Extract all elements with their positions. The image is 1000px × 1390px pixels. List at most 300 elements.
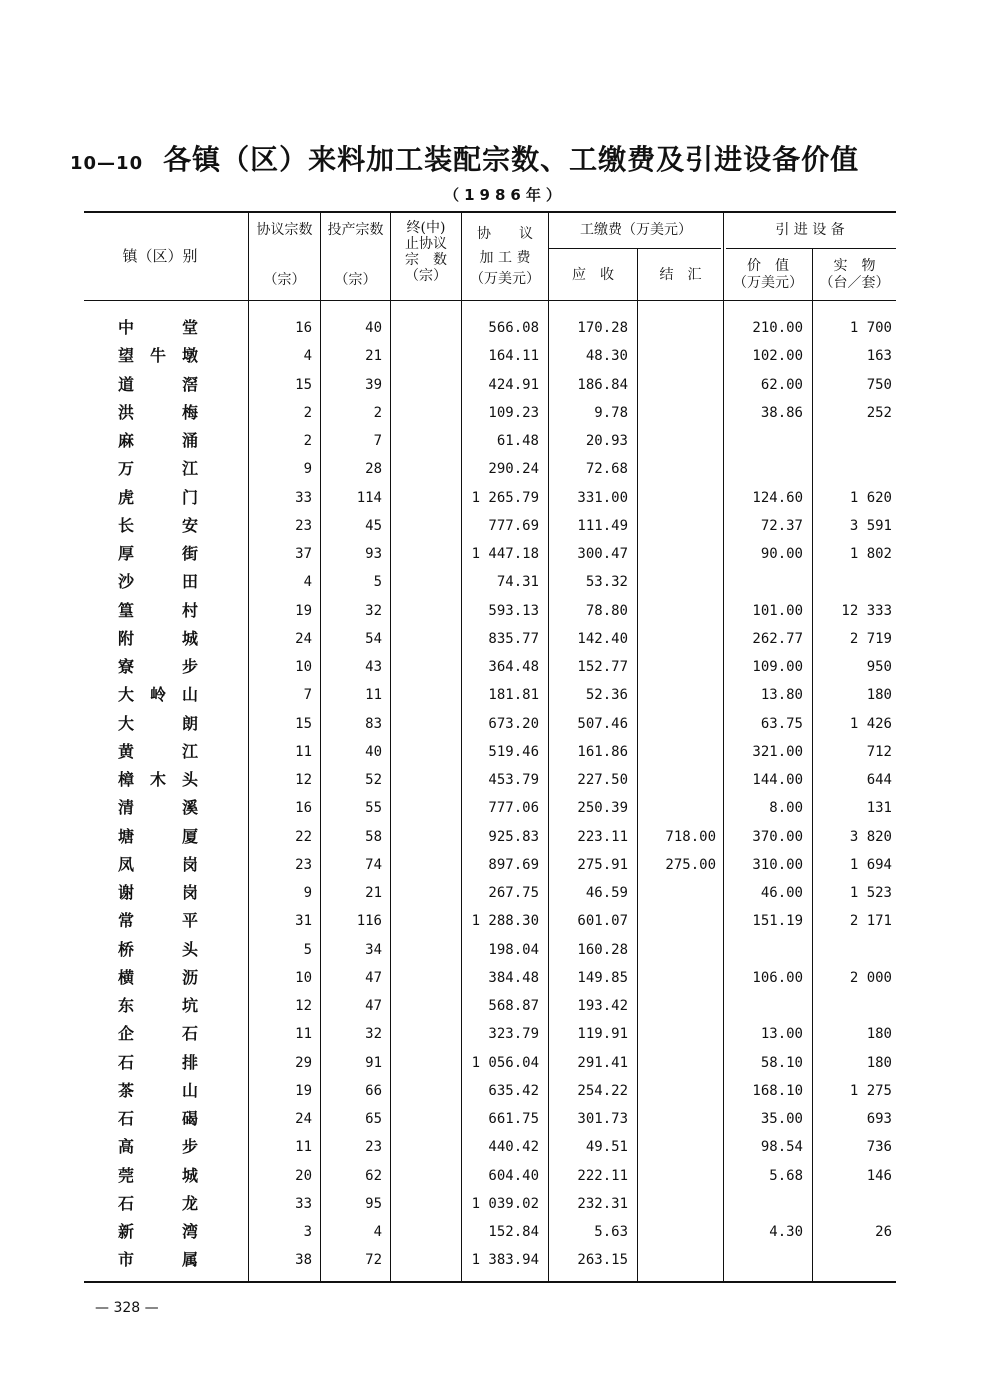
terminated-count	[392, 1222, 452, 1242]
header-value-l1: 价 值	[747, 258, 789, 274]
operating-count: 72	[365, 1252, 382, 1269]
terminated-count	[392, 459, 452, 479]
town-name: 清 溪	[118, 798, 199, 818]
fee-receivable: 9.78	[594, 404, 628, 421]
fee-remitted	[639, 318, 716, 338]
equipment-value: 370.00	[752, 828, 803, 845]
processing-fee: 1 056.04	[471, 1054, 539, 1071]
equipment-units: 1 426	[849, 715, 892, 732]
terminated-count	[392, 629, 452, 649]
fee-remitted	[639, 911, 716, 931]
operating-count: 28	[365, 461, 382, 478]
terminated-count	[392, 911, 452, 931]
operating-count: 40	[365, 320, 382, 336]
equipment-units: 2 000	[849, 969, 892, 986]
operating-count: 58	[365, 828, 382, 845]
equipment-value: 58.10	[760, 1054, 803, 1071]
fee-remitted	[639, 1081, 716, 1101]
equipment-units	[814, 459, 892, 479]
fee-receivable: 5.63	[594, 1224, 628, 1240]
processing-fee: 566.08	[488, 320, 539, 336]
town-name: 谢 岗	[118, 883, 199, 902]
table-row	[0, 484, 1000, 512]
table-row	[0, 992, 1000, 1020]
processing-fee: 364.48	[488, 659, 539, 675]
terminated-count	[392, 968, 452, 988]
equipment-units: 131	[866, 800, 892, 817]
equipment-value	[725, 431, 803, 451]
fee-receivable: 48.30	[585, 348, 628, 365]
agreed-count: 2	[303, 404, 312, 421]
terminated-count	[392, 1250, 452, 1270]
fee-remitted	[639, 1024, 716, 1044]
agreed-count: 22	[295, 828, 312, 845]
operating-count: 66	[365, 1082, 382, 1099]
fee-receivable: 222.11	[577, 1167, 628, 1184]
town-name: 石 碣	[118, 1109, 199, 1128]
terminated-count	[392, 657, 452, 677]
equipment-units: 252	[866, 404, 892, 421]
town-name: 桥 头	[118, 939, 199, 959]
table-row	[0, 936, 1000, 964]
header-operating-unit: （宗）	[334, 272, 377, 288]
operating-count: 4	[373, 1224, 382, 1240]
terminated-count	[392, 544, 452, 564]
equipment-value: 72.37	[760, 517, 803, 534]
town-name: 茶 山	[118, 1080, 199, 1100]
town-name: 中 堂	[118, 318, 199, 337]
processing-fee: 1 383.94	[471, 1252, 539, 1269]
operating-count: 5	[373, 574, 382, 591]
terminated-count	[392, 827, 452, 847]
fee-receivable: 49.51	[585, 1139, 628, 1156]
equipment-units: 950	[866, 659, 892, 675]
town-name: 横 沥	[118, 967, 199, 987]
equipment-value	[725, 940, 803, 960]
table-year: （1986年）	[444, 186, 566, 204]
fee-receivable: 52.36	[585, 687, 628, 704]
terminated-count	[392, 714, 452, 734]
equipment-units	[814, 1194, 892, 1214]
processing-fee: 673.20	[488, 715, 539, 732]
fee-remitted	[639, 940, 716, 960]
agreed-count: 11	[295, 1026, 312, 1043]
equipment-units	[814, 996, 892, 1016]
equipment-units: 693	[866, 1111, 892, 1127]
equipment-value: 38.86	[760, 404, 803, 421]
processing-fee: 897.69	[488, 856, 539, 873]
fee-receivable: 263.15	[577, 1252, 628, 1269]
terminated-count	[392, 431, 452, 451]
equipment-units: 180	[866, 1026, 892, 1043]
agreed-count: 38	[295, 1252, 312, 1269]
equipment-units: 644	[866, 772, 892, 788]
operating-count: 93	[365, 546, 382, 562]
town-name: 沙 田	[118, 572, 199, 592]
table-row	[0, 455, 1000, 483]
agreed-count: 24	[295, 1111, 312, 1127]
town-name: 麻 涌	[118, 431, 199, 450]
fee-remitted	[639, 601, 716, 621]
header-bottom-rule	[84, 300, 896, 301]
fee-remitted	[639, 996, 716, 1016]
equipment-units: 163	[866, 348, 892, 365]
header-terminated-unit: （宗）	[405, 268, 447, 284]
agreed-count: 7	[303, 687, 312, 704]
fee-remitted	[639, 516, 716, 536]
operating-count: 91	[365, 1054, 382, 1071]
header-terminated-l2: 止协议	[405, 236, 447, 252]
agreed-count: 4	[303, 348, 312, 365]
fee-receivable: 291.41	[577, 1054, 628, 1071]
equipment-units: 736	[866, 1139, 892, 1156]
agreed-count: 11	[295, 1139, 312, 1156]
operating-count: 95	[365, 1195, 382, 1212]
fee-remitted	[639, 346, 716, 366]
processing-fee: 635.42	[488, 1082, 539, 1099]
equipment-value: 124.60	[752, 489, 803, 506]
fee-remitted	[639, 1166, 716, 1186]
fee-receivable: 227.50	[577, 772, 628, 788]
table-row	[0, 399, 1000, 427]
equipment-units	[814, 1250, 892, 1270]
fee-receivable: 275.91	[577, 856, 628, 873]
equipment-units: 1 523	[849, 885, 892, 901]
processing-fee: 1 447.18	[471, 546, 539, 562]
fee-remitted	[639, 1222, 716, 1242]
header-town: 镇（区）别	[122, 247, 198, 265]
operating-count: 32	[365, 1026, 382, 1043]
equipment-value: 90.00	[760, 546, 803, 562]
equipment-units: 3 591	[849, 517, 892, 534]
fee-receivable: 301.73	[577, 1111, 628, 1127]
agreed-count: 24	[295, 630, 312, 647]
operating-count: 54	[365, 630, 382, 647]
town-name: 莞 城	[118, 1165, 199, 1185]
town-name: 塘 厦	[118, 826, 199, 846]
equipment-units	[814, 572, 892, 592]
operating-count: 32	[365, 602, 382, 619]
agreed-count: 10	[295, 969, 312, 986]
table-row	[0, 738, 1000, 766]
fee-remitted	[639, 1194, 716, 1214]
terminated-count	[392, 1081, 452, 1101]
table-row	[0, 427, 1000, 455]
table-row	[0, 653, 1000, 681]
table-row	[0, 597, 1000, 625]
page-number: — 328 —	[95, 1300, 159, 1316]
table-row	[0, 964, 1000, 992]
town-name: 常 平	[118, 911, 199, 931]
table-row	[0, 1049, 1000, 1077]
table-title-text: 各镇（区）来料加工装配宗数、工缴费及引进设备价值	[163, 143, 860, 176]
header-labor-fee: 工缴费（万美元）	[580, 222, 692, 238]
table-row	[0, 371, 1000, 399]
agreed-count: 16	[295, 800, 312, 817]
fee-remitted	[639, 1053, 716, 1073]
equipment-value: 106.00	[752, 969, 803, 986]
equipment-units: 1 700	[849, 320, 892, 336]
town-name: 万 江	[118, 459, 199, 479]
table-row	[0, 823, 1000, 851]
table-row	[0, 1020, 1000, 1048]
agreed-count: 9	[303, 461, 312, 478]
equipment-value: 98.54	[760, 1139, 803, 1156]
terminated-count	[392, 1166, 452, 1186]
equipment-value: 5.68	[769, 1167, 803, 1184]
fee-receivable: 20.93	[585, 433, 628, 449]
terminated-count	[392, 1109, 452, 1129]
header-operating-count: 投产宗数	[327, 222, 384, 238]
agreed-count: 20	[295, 1167, 312, 1184]
town-name: 长 安	[118, 515, 199, 535]
agreed-count: 5	[303, 941, 312, 958]
table-row	[0, 314, 1000, 342]
agreed-count: 3	[303, 1224, 312, 1240]
equipment-value: 144.00	[752, 772, 803, 788]
agreed-count: 11	[295, 743, 312, 760]
equipment-value: 210.00	[752, 320, 803, 336]
table-row	[0, 710, 1000, 738]
processing-fee: 519.46	[488, 743, 539, 760]
fee-remitted	[639, 403, 716, 423]
fee-remitted	[639, 685, 716, 705]
equipment-value: 168.10	[752, 1082, 803, 1099]
town-name: 凤 岗	[118, 854, 199, 874]
processing-fee: 290.24	[488, 461, 539, 478]
processing-fee: 424.91	[488, 376, 539, 393]
labor-fee-subrule	[548, 248, 721, 249]
table-row	[0, 851, 1000, 879]
equipment-value: 13.00	[760, 1026, 803, 1043]
equipment-value: 13.80	[760, 687, 803, 704]
equipment-units: 146	[866, 1167, 892, 1184]
processing-fee: 1 265.79	[471, 489, 539, 506]
agreed-count: 29	[295, 1054, 312, 1071]
processing-fee: 593.13	[488, 602, 539, 619]
agreed-count: 2	[303, 433, 312, 449]
processing-fee: 267.75	[488, 885, 539, 901]
equipment-units	[814, 940, 892, 960]
table-row	[0, 766, 1000, 794]
operating-count: 74	[365, 856, 382, 873]
header-remitted: 结 汇	[659, 267, 702, 283]
equipment-units: 12 333	[841, 602, 892, 619]
table-row	[0, 907, 1000, 935]
town-name: 市 属	[118, 1250, 199, 1270]
fee-remitted	[639, 459, 716, 479]
fee-receivable: 111.49	[577, 517, 628, 534]
table-row	[0, 540, 1000, 568]
agreed-count: 12	[295, 998, 312, 1014]
terminated-count	[392, 375, 452, 395]
fee-remitted: 718.00	[665, 828, 716, 845]
fee-receivable: 78.80	[585, 602, 628, 619]
processing-fee: 61.48	[496, 433, 539, 449]
equipment-value: 101.00	[752, 602, 803, 619]
operating-count: 55	[365, 800, 382, 817]
town-name: 道 滘	[118, 374, 199, 394]
terminated-count	[392, 1024, 452, 1044]
agreed-count: 16	[295, 320, 312, 336]
equipment-value	[725, 996, 803, 1016]
equipment-value: 63.75	[760, 715, 803, 732]
agreed-count: 33	[295, 1195, 312, 1212]
header-equipment: 引 进 设 备	[775, 222, 845, 238]
equipment-value: 8.00	[769, 800, 803, 817]
header-equipment-value	[724, 258, 812, 292]
town-name: 黄 江	[118, 741, 199, 761]
equipment-value	[725, 1250, 803, 1270]
fee-receivable: 119.91	[577, 1026, 628, 1043]
operating-count: 34	[365, 941, 382, 958]
processing-fee: 164.11	[488, 348, 539, 365]
fee-remitted	[639, 798, 716, 818]
terminated-count	[392, 798, 452, 818]
table-row	[0, 681, 1000, 709]
processing-fee: 440.42	[488, 1139, 539, 1156]
table-row	[0, 1077, 1000, 1105]
operating-count: 47	[365, 998, 382, 1014]
town-name: 樟 木 头	[118, 770, 199, 789]
town-name: 新 湾	[118, 1222, 199, 1241]
equipment-units: 3 820	[849, 828, 892, 845]
town-name: 附 城	[118, 628, 199, 648]
fee-remitted	[639, 544, 716, 564]
equipment-value: 46.00	[760, 885, 803, 901]
fee-receivable: 223.11	[577, 828, 628, 845]
processing-fee: 323.79	[488, 1026, 539, 1043]
fee-receivable: 601.07	[577, 913, 628, 930]
town-name: 虎 门	[118, 487, 199, 507]
operating-count: 116	[356, 913, 382, 930]
fee-remitted	[639, 629, 716, 649]
town-name: 厚 街	[118, 544, 199, 563]
terminated-count	[392, 1053, 452, 1073]
processing-fee: 1 288.30	[471, 913, 539, 930]
operating-count: 7	[373, 433, 382, 449]
equipment-units: 1 694	[849, 856, 892, 873]
fee-receivable: 161.86	[577, 743, 628, 760]
fee-remitted: 275.00	[665, 856, 716, 873]
table-row	[0, 1190, 1000, 1218]
fee-receivable: 331.00	[577, 489, 628, 506]
equipment-value	[725, 459, 803, 479]
operating-count: 45	[365, 517, 382, 534]
table-row	[0, 568, 1000, 596]
processing-fee: 74.31	[496, 574, 539, 591]
processing-fee: 661.75	[488, 1111, 539, 1127]
fee-receivable: 53.32	[585, 574, 628, 591]
header-agreed-count: 协议宗数	[256, 222, 313, 238]
header-agreed-unit: （宗）	[263, 272, 306, 288]
operating-count: 65	[365, 1111, 382, 1127]
equipment-value	[725, 572, 803, 592]
terminated-count	[392, 940, 452, 960]
fee-remitted	[639, 1109, 716, 1129]
equipment-units: 2 719	[849, 630, 892, 647]
terminated-count	[392, 346, 452, 366]
table-row	[0, 1162, 1000, 1190]
fee-receivable: 46.59	[585, 885, 628, 901]
header-fee	[462, 222, 548, 288]
fee-remitted	[639, 1137, 716, 1157]
processing-fee: 777.06	[488, 800, 539, 817]
header-fee-unit: （万美元）	[470, 271, 540, 287]
operating-count: 21	[365, 348, 382, 365]
processing-fee: 109.23	[488, 404, 539, 421]
processing-fee: 604.40	[488, 1167, 539, 1184]
table-row	[0, 1105, 1000, 1133]
processing-fee: 568.87	[488, 998, 539, 1014]
terminated-count	[392, 770, 452, 790]
table-row	[0, 794, 1000, 822]
terminated-count	[392, 685, 452, 705]
terminated-count	[392, 855, 452, 875]
fee-remitted	[639, 968, 716, 988]
operating-count: 23	[365, 1139, 382, 1156]
processing-fee: 198.04	[488, 941, 539, 958]
town-name: 寮 步	[118, 657, 199, 676]
town-name: 洪 梅	[118, 402, 199, 422]
table-title	[70, 138, 859, 178]
operating-count: 43	[365, 659, 382, 675]
town-name: 篁 村	[118, 600, 199, 620]
fee-remitted	[639, 883, 716, 903]
operating-count: 21	[365, 885, 382, 901]
town-name: 高 步	[118, 1137, 199, 1157]
equipment-value: 262.77	[752, 630, 803, 647]
table-number: 10—10	[70, 153, 144, 174]
fee-receivable: 507.46	[577, 715, 628, 732]
fee-receivable: 232.31	[577, 1195, 628, 1212]
operating-count: 83	[365, 715, 382, 732]
fee-remitted	[639, 770, 716, 790]
equipment-value: 310.00	[752, 856, 803, 873]
equipment-value: 62.00	[760, 376, 803, 393]
equipment-value: 151.19	[752, 913, 803, 930]
fee-remitted	[639, 488, 716, 508]
table-row	[0, 1218, 1000, 1246]
operating-count: 47	[365, 969, 382, 986]
equipment-units: 1 275	[849, 1082, 892, 1099]
terminated-count	[392, 516, 452, 536]
fee-remitted	[639, 375, 716, 395]
header-fee-l2: 加 工 费	[479, 250, 531, 266]
processing-fee: 152.84	[488, 1224, 539, 1240]
equipment-units: 712	[866, 743, 892, 760]
town-name: 企 石	[118, 1024, 199, 1044]
header-terminated-l3: 宗 数	[405, 252, 447, 268]
operating-count: 11	[365, 687, 382, 704]
fee-receivable: 193.42	[577, 998, 628, 1014]
town-name: 大 朗	[118, 713, 199, 733]
fee-receivable: 186.84	[577, 376, 628, 393]
header-terminated	[391, 220, 461, 284]
equipment-value	[725, 1194, 803, 1214]
equipment-units: 750	[866, 376, 892, 393]
agreed-count: 12	[295, 772, 312, 788]
header-value-unit: （万美元）	[733, 275, 803, 291]
fee-remitted	[639, 572, 716, 592]
fee-remitted	[639, 1250, 716, 1270]
operating-count: 2	[373, 404, 382, 421]
agreed-count: 4	[303, 574, 312, 591]
terminated-count	[392, 742, 452, 762]
table-row	[0, 1133, 1000, 1161]
header-terminated-l1: 终(中)	[406, 220, 446, 236]
agreed-count: 37	[295, 546, 312, 562]
